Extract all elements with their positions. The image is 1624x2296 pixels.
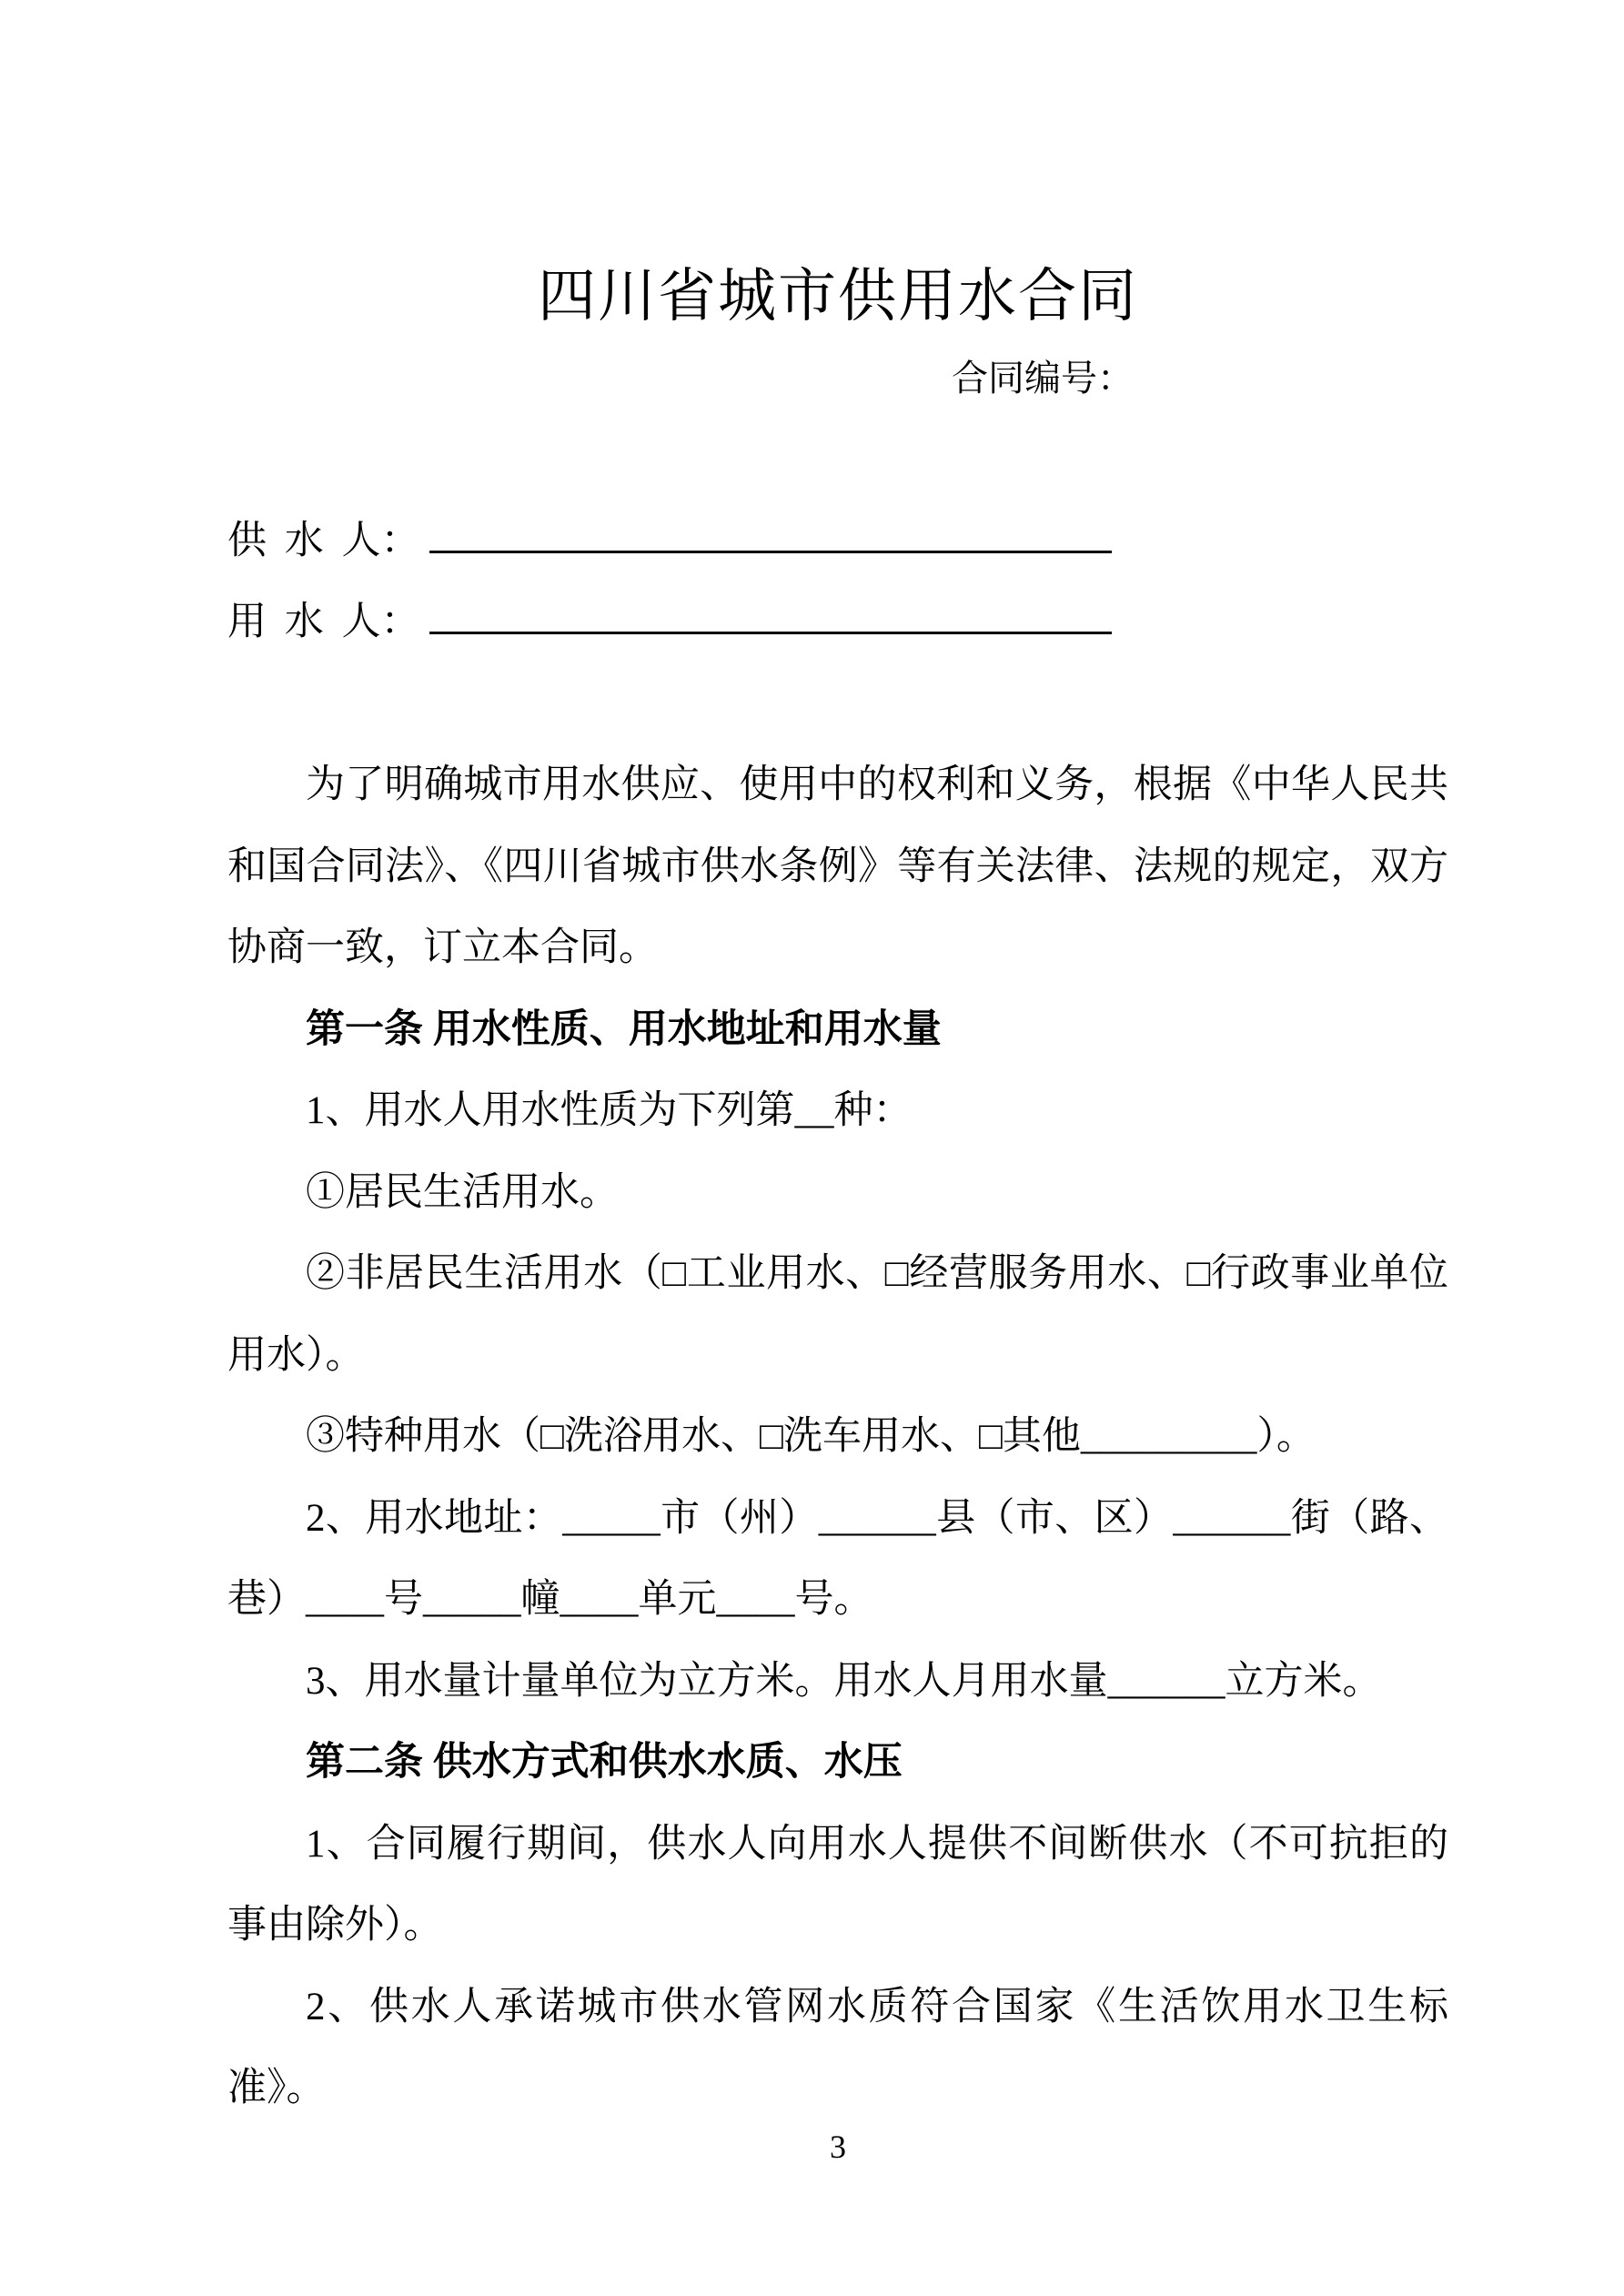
article-2-heading: 第二条 供水方式和供水水质、水压: [306, 1741, 903, 1784]
party-row-supplier: [227, 501, 1448, 582]
clause-1-1-option-non-residential: ②非居民生活用水（□工业用水、□经营服务用水、□行政事业单位用水）。: [227, 1252, 1448, 1377]
user-label: 用 水 人：: [227, 601, 420, 643]
supplier-label: 供 水 人：: [227, 519, 420, 562]
spacer: [227, 663, 1448, 745]
clause-1-1-water-usage-type: 1、用水人用水性质为下列第__种：: [306, 1089, 913, 1132]
contract-number-label: 合同编号：: [952, 357, 1134, 399]
document-body: [227, 256, 1448, 2129]
supplier-name-blank: [429, 551, 1112, 553]
article-1-heading: 第一条 用水性质、用水地址和用水量: [306, 1007, 942, 1051]
page-number: 3: [830, 2129, 846, 2165]
spacer: [227, 419, 1448, 501]
clause-1-2-water-address: 2、用水地址：_____市（州）______县（市、区）______街（路、巷）____号_____幢____单元____号。: [227, 1496, 1448, 1621]
user-name-blank: [429, 632, 1112, 634]
party-row-user: [227, 582, 1448, 663]
clause-1-1-option-special: ③特种用水（□洗浴用水、□洗车用水、□其他_________）。: [306, 1415, 1316, 1458]
intro-paragraph: 为了明确城市用水供应、使用中的权利和义务，根据《中华人民共和国合同法》、《四川省城市供水条例》等有关法律、法规的规定，双方协商一致，订立本合同。: [227, 764, 1448, 969]
clause-2-2-water-quality: 2、供水人承诺城市供水管网水质符合国家《生活饮用水卫生标准》。: [227, 1985, 1448, 2109]
document-title: 四川省城市供用水合同: [538, 264, 1138, 329]
clause-1-3-water-volume: 3、用水量计量单位为立方米。用水人月用水量______立方米。: [306, 1659, 1382, 1703]
clause-2-1-uninterrupted-supply: 1、合同履行期间，供水人向用水人提供不间断供水（不可抗拒的事由除外）。: [227, 1822, 1448, 1947]
clause-1-1-option-residential: ①居民生活用水。: [306, 1170, 619, 1214]
